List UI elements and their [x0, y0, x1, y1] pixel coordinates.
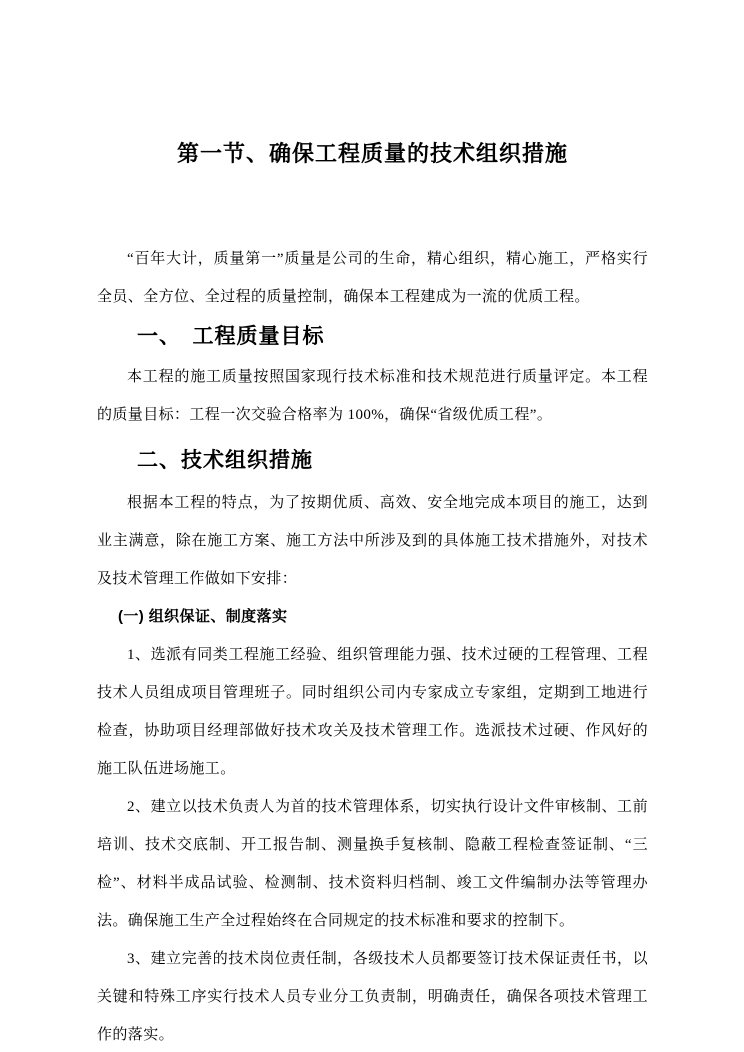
measure-item-2: 2、建立以技术负责人为首的技术管理体系，切实执行设计文件审核制、工前培训、技术交底制、开工报告制、测量换手复核制、隐蔽工程检查签证制、“三检”、材料半成品试验、检测制、技术资料归档制、竣工文件编制办法等管理办法。确保施工生产全过程始终在合同规定的技术标准和要求的控制下。 — [97, 799, 648, 929]
measure-item-1: 1、选派有同类工程施工经验、组织管理能力强、技术过硬的工程管理、工程技术人员组成项目管理班子。同时组织公司内专家成立专家组，定期到工地进行检查，协助项目经理部做好技术攻关及技术管理工作。选派技术过硬、作风好的施工队伍进场施工。 — [97, 647, 648, 777]
technical-measures-intro-paragraph: 根据本工程的特点，为了按期优质、高效、安全地完成本项目的施工，达到业主满意，除在施工方案、施工方法中所涉及到的具体施工技术措施外，对技术及技术管理工作做如下安排： — [97, 495, 648, 587]
subsection-heading-organization-guarantee: (一) 组织保证、制度落实 — [118, 608, 288, 625]
section-heading-technical-measures: 二、技术组织措施 — [137, 449, 313, 472]
document-title: 第一节、确保工程质量的技术组织措施 — [176, 141, 568, 166]
measure-item-3: 3、建立完善的技术岗位责任制，各级技术人员都要签订技术保证责任书，以关键和特殊工序实行技术人员专业分工负责制，明确责任，确保各项技术管理工作的落实。 — [97, 951, 648, 1043]
section-heading-quality-goal: 一、 工程质量目标 — [137, 325, 325, 348]
intro-paragraph: “百年大计，质量第一”质量是公司的生命，精心组织，精心施工，严格实行全员、全方位、全过程的质量控制，确保本工程建成为一流的优质工程。 — [97, 251, 648, 305]
quality-goal-paragraph: 本工程的施工质量按照国家现行技术标准和技术规范进行质量评定。本工程的质量目标：工程一次交验合格率为 100%，确保“省级优质工程”。 — [97, 369, 648, 423]
